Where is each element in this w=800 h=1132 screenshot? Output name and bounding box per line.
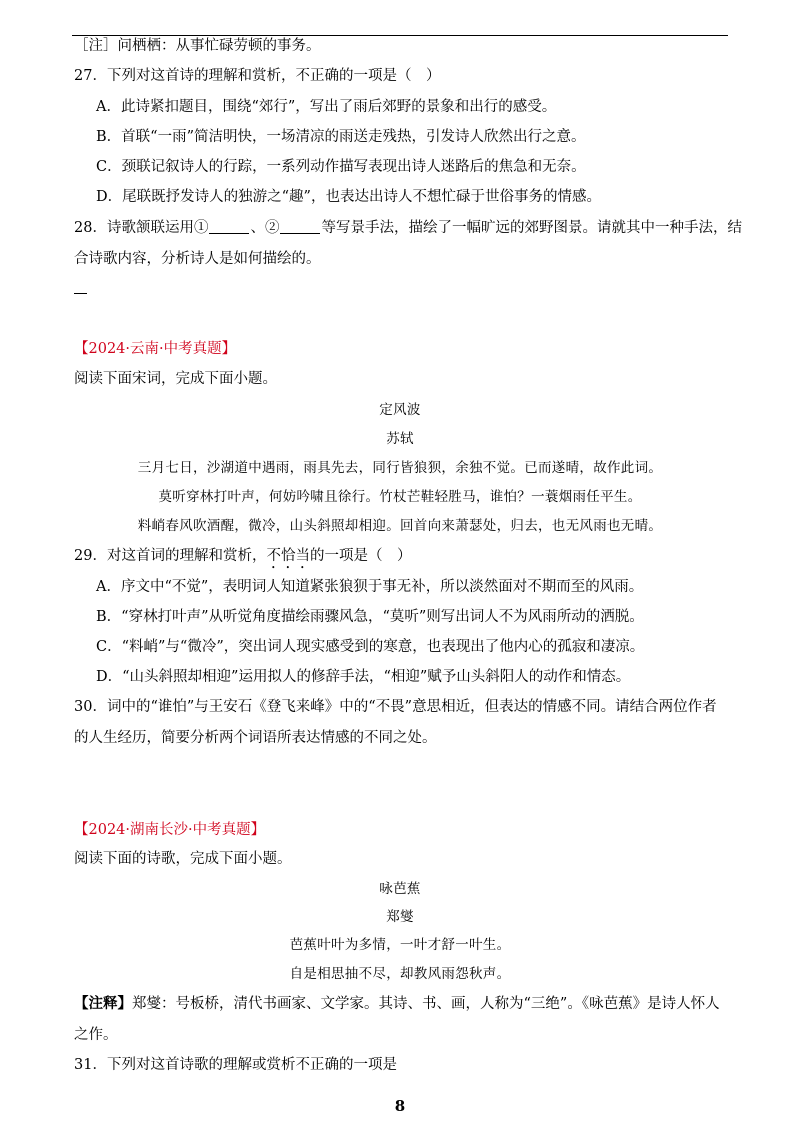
q29-option-d: D．“山头斜照却相迎”运用拟人的修辞手法，“相迎”赋予山头斜阳人的动作和情态。 — [96, 669, 631, 685]
q31-stem: 31．下列对这首诗歌的理解或赏析不正确的一项是 — [74, 1057, 397, 1073]
q28-text-1: 28．诗歌颔联运用① — [74, 220, 209, 236]
q27-option-c: C．颈联记叙诗人的行踪，一系列动作描写表现出诗人迷路后的焦急和无奈。 — [96, 159, 586, 175]
poem2-line: 芭蕉叶叶为多情，一叶才舒一叶生。 — [289, 937, 511, 953]
page-number: 8 — [394, 1097, 406, 1115]
poem1-preface: 三月七日，沙湖道中遇雨，雨具先去，同行皆狼狈，余独不觉。已而遂晴，故作此词。 — [137, 460, 663, 476]
q29-option-a: A．序文中“不觉”，表明词人知道紧张狼狈于事无补，所以淡然面对不期而至的风雨。 — [96, 579, 644, 595]
poem1-author: 苏轼 — [386, 431, 414, 447]
q28-text-2: 、② — [250, 220, 280, 236]
q29-emphasis: 不恰当 — [266, 548, 310, 564]
poem2-note-line2: 之作。 — [74, 1027, 118, 1043]
poem2-note — [74, 994, 720, 1014]
poem2-author: 郑燮 — [386, 909, 414, 925]
q27-stem: 27．下列对这首诗的理解和赏析，不正确的一项是（ ） — [74, 68, 441, 84]
poem1-title: 定风波 — [379, 402, 421, 418]
q28-blank-1[interactable] — [209, 219, 249, 234]
section2-intro: 阅读下面的诗歌，完成下面小题。 — [74, 851, 292, 867]
poem2-line: 自是相思抽不尽，却教风雨怨秋声。 — [289, 966, 511, 982]
poem1-line: 莫听穿林打叶声，何妨吟啸且徐行。竹杖芒鞋轻胜马，谁怕？一蓑烟雨任平生。 — [158, 489, 642, 505]
note-text: 郑燮：号板桥，清代书画家、文学家。其诗、书、画，人称为“三绝”。《咏芭蕉》是诗人怀人 — [132, 996, 720, 1012]
poem2-title: 咏芭蕉 — [379, 881, 421, 897]
q30-stem-line2: 的人生经历，简要分析两个词语所表达情感的不同之处。 — [74, 730, 437, 746]
q27-option-d: D．尾联既抒发诗人的独游之“趣”，也表达出诗人不想忙碌于世俗事务的情感。 — [96, 189, 601, 205]
section-tag-changsha: 【2024·湖南长沙·中考真题】 — [74, 822, 266, 838]
q27-option-b: B．首联“一雨”简洁明快，一场清凉的雨送走残热，引发诗人欣然出行之意。 — [96, 129, 586, 145]
q28-stem-line2: 合诗歌内容，分析诗人是如何描绘的。 — [74, 251, 321, 267]
q30-stem: 30．词中的“谁怕”与王安石《登飞来峰》中的“不畏”意思相近，但表达的情感不同。请结合两位作者 — [74, 699, 717, 715]
answer-dash — [74, 293, 87, 294]
q29-text-2: 的一项是（ ） — [309, 548, 412, 564]
q29-stem — [74, 546, 411, 572]
annotation-note: ［注］问栖栖：从事忙碌劳顿的事务。 — [74, 38, 321, 54]
q29-option-c: C．“料峭”与“微冷”，突出词人现实感受到的寒意，也表现出了他内心的孤寂和凄凉。 — [96, 639, 645, 655]
section-tag-yunnan: 【2024·云南·中考真题】 — [74, 341, 237, 357]
q28-text-3: 等写景手法，描绘了一幅旷远的郊野图景。请就其中一种手法，结 — [321, 220, 742, 236]
q29-option-b: B．“穿林打叶声”从听觉角度描绘雨骤风急，“莫听”则写出词人不为风雨所动的洒脱。 — [96, 609, 644, 625]
section1-intro: 阅读下面宋词，完成下面小题。 — [74, 371, 277, 387]
q29-text-1: 29．对这首词的理解和赏析， — [74, 548, 267, 564]
poem1-line: 料峭春风吹酒醒，微冷，山头斜照却相迎。回首向来萧瑟处，归去，也无风雨也无晴。 — [137, 518, 663, 534]
q27-option-a: A．此诗紧扣题目，围绕“郊行”，写出了雨后郊野的景象和出行的感受。 — [96, 99, 557, 115]
q28-blank-2[interactable] — [280, 219, 320, 234]
q28-stem — [74, 218, 742, 238]
note-label: 【注释】 — [74, 995, 132, 1012]
